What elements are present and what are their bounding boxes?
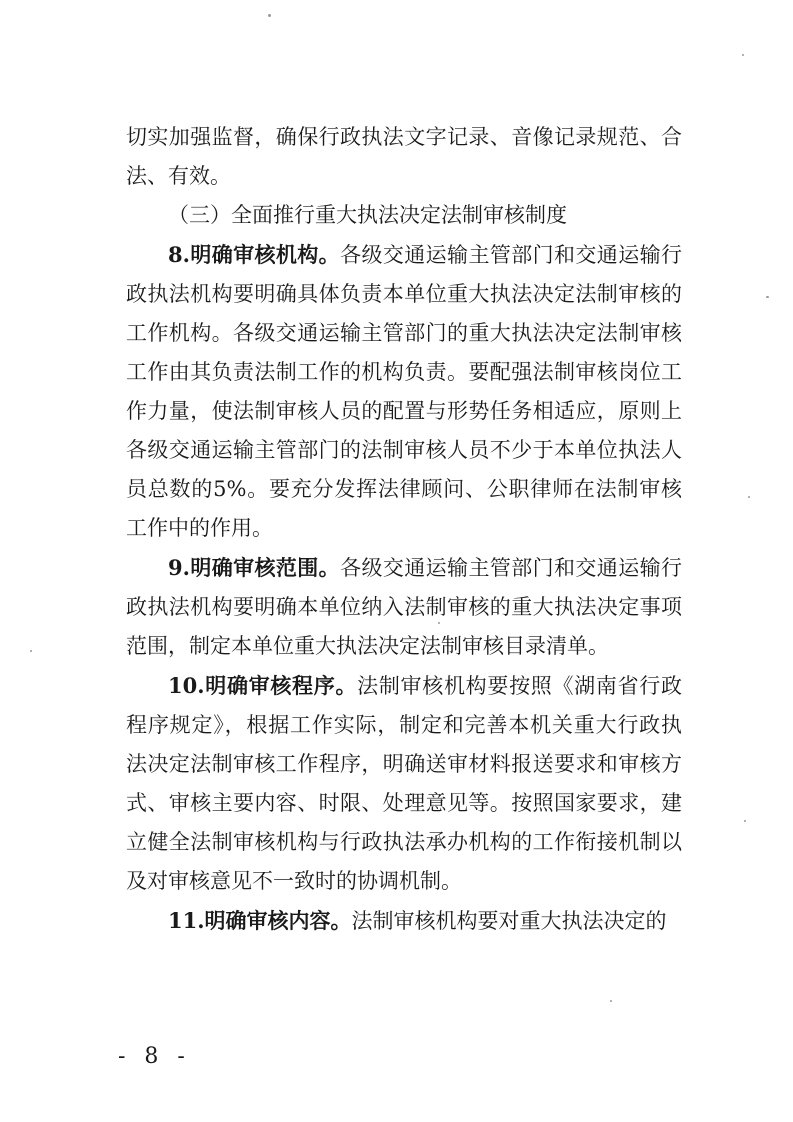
item-heading: 11.明确审核内容。 <box>168 908 352 933</box>
continuation-paragraph <box>126 118 682 196</box>
item-paragraph <box>126 548 682 666</box>
scan-speck <box>610 1000 612 1002</box>
item-heading: 8.明确审核机构。 <box>168 242 341 267</box>
section-title <box>126 196 682 235</box>
scan-speck <box>748 496 750 498</box>
scan-speck <box>268 14 271 17</box>
item-body: 各级交通运输主管部门和交通运输行政执法机构要明确具体负责本单位重大执法决定法制审核的工作机构。各级交通运输主管部门的重大执法决定法制审核工作由其负责法制工作的机构负责。要配强法制审核岗位工作力量，使法制审核人员的配置与形势任务相适应，原则上各级交通运输主管部门的法制审核人员不少于本单位执法人员总数的5%。要充分发挥法律顾问、公职律师在法制审核工作中的作用。 <box>126 243 682 540</box>
continuation-text: 切实加强监督，确保行政执法文字记录、音像记录规范、合法、有效。 <box>126 125 682 188</box>
item-paragraph <box>126 666 682 901</box>
item-body: 法制审核机构要对重大执法决定的 <box>351 909 667 933</box>
item-heading: 9.明确审核范围。 <box>168 555 341 580</box>
scan-speck <box>766 296 769 298</box>
item-body: 各级交通运输主管部门和交通运输行政执法机构要明确本单位纳入法制审核的重大执法决定事项范围，制定本单位重大执法决定法制审核目录清单。 <box>126 556 682 658</box>
section-title-text: （三）全面推行重大执法决定法制审核制度 <box>168 203 567 227</box>
item-paragraph <box>126 901 682 941</box>
page-number: - 8 - <box>118 1044 191 1069</box>
item-body: 法制审核机构要按照《湖南省行政程序规定》，根据工作实际，制定和完善本机关重大行政执法决定法制审核工作程序，明确送审材料报送要求和审核方式、审核主要内容、时限、处理意见等。按照国家要求，建立健全法制审核机构与行政执法承办机构的工作衔接机制以及对审核意见不一致时的协调机制。 <box>126 674 682 893</box>
item-paragraph <box>126 235 682 548</box>
item-heading: 10.明确审核程序。 <box>168 673 358 698</box>
scan-speck <box>742 54 744 56</box>
scan-speck <box>744 820 746 822</box>
scan-speck <box>438 622 440 624</box>
document-body <box>126 118 682 941</box>
scan-speck <box>30 650 32 652</box>
